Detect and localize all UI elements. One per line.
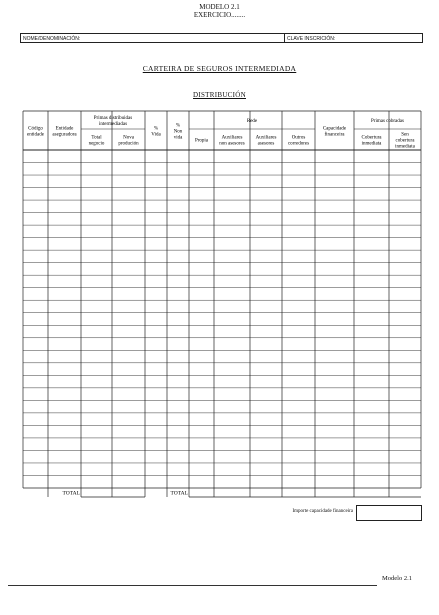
header-capacidade-financeira: Capacidade financeira [322,126,347,138]
total-label-primas: TOTAL [62,490,80,497]
total-label-rede: TOTAL [170,490,188,497]
header-auxiliares-asesores: Auxiliares asesores [255,135,277,147]
form-title: CARTEIRA DE SEGUROS INTERMEDIADA [142,64,297,73]
header-nova-producion: Nova produción [118,135,139,147]
footer-line [8,585,377,586]
model-number: MODELO 2.1 [199,3,240,11]
header-pct-vida: % Vida [151,126,161,138]
financial-capacity-amount-label: Importe capacidade financeira [292,509,353,514]
footer-model-label: Modelo 2.1 [382,575,412,582]
header-primas-cobradas: Primas cobradas [371,118,404,124]
exercise-field: EXERCICIO........ [193,11,246,19]
form-subtitle: DISTRIBUCIÓN [193,91,246,99]
header-cobertura-inmediata: Cobertura inmediata [361,135,382,147]
header-outros-corredores: Outros corredores [287,135,310,147]
header-codigo-entidade: Código entidade [27,126,44,138]
header-auxiliares-non-asesores: Auxiliares non asesores [219,135,245,147]
name-label: NOME/DENOMINACIÓN: [23,35,81,42]
registration-key-label: CLAVE INSCRICIÓN: [287,35,336,42]
header-propia: Propia [194,138,209,144]
header-pct-non-vida: % Non vida [173,123,183,141]
header-total-negocio: Total negocio [88,135,105,147]
header-rede: Rede [246,118,258,124]
header-primas-distribuidas: Primas distribuidas intermediadas [93,115,133,127]
financial-capacity-amount-field[interactable] [356,505,422,521]
header-sen-cobertura-inmediata: Sen cobertura inmediata [395,132,415,150]
header-entidade-aseguradora: Entidade aseguradora [52,126,77,138]
